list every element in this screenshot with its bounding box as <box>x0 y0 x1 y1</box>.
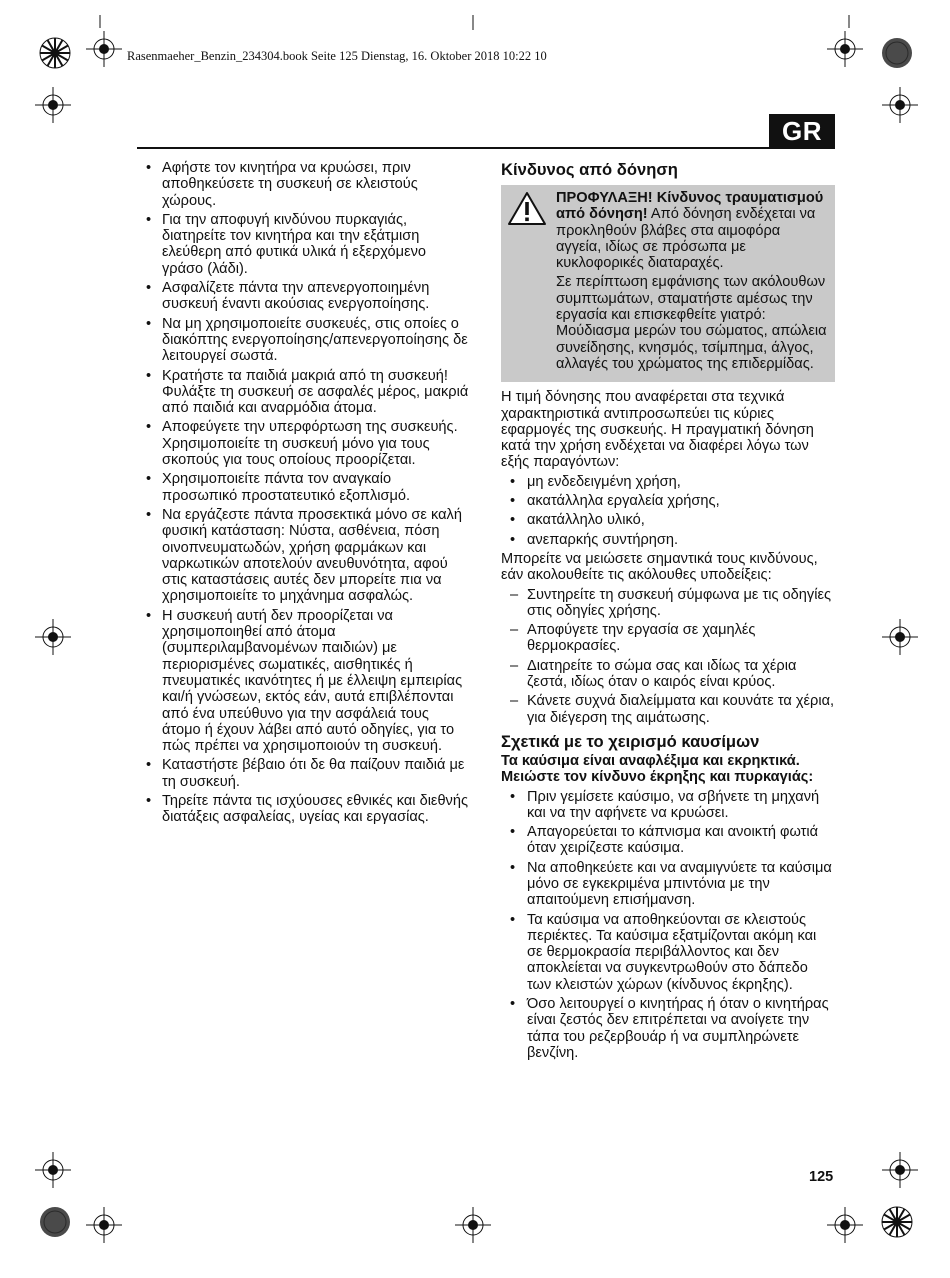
page-number: 125 <box>809 1169 834 1185</box>
list-item: – Κάνετε συχνά διαλείμματα και κουνάτε τα χέρια, για διέγερση της αιμάτωσης. <box>501 693 835 726</box>
list-item: • Τηρείτε πάντα τις ισχύουσες εθνικές και διεθνής διατάξεις ασφαλείας, υγείας και εργασίας. <box>145 793 470 826</box>
list-item: – Συντηρείτε τη συσκευή σύμφωνα με τις οδηγίες στις οδηγίες χρήσης. <box>501 587 835 620</box>
fuel-intro: Τα καύσιμα είναι αναφλέξιμα και εκρηκτικά. Μειώστε τον κίνδυνο έκρηξης και πυρκαγιάς: <box>501 752 814 786</box>
warning-triangle-icon <box>506 190 548 228</box>
list-item: • μη ενδεδειγμένη χρήση, <box>501 474 835 490</box>
list-item: • Κρατήστε τα παιδιά μακριά από τη συσκευή! Φυλάξτε τη συσκευή σε ασφαλές μέρος, μακριά από παιδιά και αναρμόδια άτομα. <box>145 368 470 417</box>
list-item: • Καταστήστε βέβαιο ότι δε θα παίζουν παιδιά με τη συσκευή. <box>145 757 470 790</box>
list-item: • Για την αποφυγή κινδύνου πυρκαγιάς, διατηρείτε τον κινητήρα και την εξάτμιση ελεύθερη από φυτικά υλικά ή εξερχόμενο γράσο (λάδι). <box>145 212 470 277</box>
list-item: – Διατηρείτε το σώμα σας και ιδίως τα χέρια ζεστά, ιδίως όταν ο καιρός είναι κρύος. <box>501 658 835 691</box>
fuel-list <box>501 789 835 1062</box>
list-item: • Όσο λειτουργεί ο κινητήρας ή όταν ο κινητήρας είναι ζεστός δεν επιτρέπεται να ανοίγετε την τάπα του ρεζερβουάρ ή να συμπληρώνετε βενζίνη. <box>501 996 835 1061</box>
risk-paragraph: Μπορείτε να μειώσετε σημαντικά τους κινδύνους, εάν ακολουθείτε τις ακόλουθες υποδείξεις: <box>501 550 818 584</box>
list-item: • Να μη χρησιμοποιείτε συσκευές, στις οποίες ο διακόπτης ενεργοποίησης/απενεργοποίησης δε λειτουργεί σωστά. <box>145 316 470 365</box>
right-column <box>501 160 835 1064</box>
list-item: • Η συσκευή αυτή δεν προορίζεται να χρησιμοποιηθεί από άτομα (συμπεριλαμβανομένων παιδιών) με περιορισμένες σωματικές, αισθητικές ή πνευματικές ικανότητες ή με έλλειψη εμπειρίας και/ή γνώσεων, εκτός εάν, αυτά επιβλέπονται από ένα υπεύθυνο για την ασφάλειά τους άτομο ή έχουν λάβει από αυτό οδηγίες, για το πώς πρέπει να χρησιμοποιούν τη συσκευή. <box>145 608 470 755</box>
list-item: • ακατάλληλα εργαλεία χρήσης, <box>501 493 835 509</box>
list-item: • Αφήστε τον κινητήρα να κρυώσει, πριν αποθηκεύσετε τη συσκευή σε κλειστούς χώρους. <box>145 160 470 209</box>
list-item: – Αποφύγετε την εργασία σε χαμηλές θερμοκρασίες. <box>501 622 835 655</box>
header-rule <box>137 147 835 149</box>
list-item: • Πριν γεμίσετε καύσιμο, να σβήνετε τη μηχανή και να την αφήνετε να κρυώσει. <box>501 789 835 822</box>
warning-paragraph <box>556 190 829 271</box>
list-item: • Αποφεύγετε την υπερφόρτωση της συσκευής. Χρησιμοποιείτε τη συσκευή μόνο για τους σκοπούς για τους οποίους προορίζεται. <box>145 419 470 468</box>
warning-symptoms: Σε περίπτωση εμφάνισης των ακόλουθων συμπτωμάτων, σταματήστε αμέσως την εργασία και επισκεφθείτε γιατρό: Μούδιασμα μερών του σώματος, απώλεια συνείδησης, κνησμός, τσίμπημα, άλγος, αλλαγές του χρώματος της επιδερμίδας. <box>556 274 827 372</box>
list-item: • ακατάλληλο υλικό, <box>501 512 835 528</box>
vibration-paragraph: Η τιμή δόνησης που αναφέρεται στα τεχνικά χαρακτηριστικά αντιπροσωπεύει τις κύριες εφαρμογές της συσκευής. Η πραγματική δόνηση κατά την χρήση ενδέχεται να διαφέρει λόγω των εξής παραγόντων: <box>501 389 814 471</box>
tips-list <box>501 587 835 726</box>
list-item: • Ασφαλίζετε πάντα την απενεργοποιημένη συσκευή έναντι ακούσιας ενεργοποίησης. <box>145 280 470 313</box>
list-item: • Απαγορεύεται το κάπνισμα και ανοικτή φωτιά όταν χειρίζεστε καύσιμα. <box>501 824 835 857</box>
book-header-line: Rasenmaeher_Benzin_234304.book Seite 125 Dienstag, 16. Oktober 2018 10:22 10 <box>127 49 547 63</box>
language-tab: GR <box>769 114 835 149</box>
fuel-heading: Σχετικά με το χειρισμό καυσίμων <box>501 731 760 751</box>
list-item: • Να αποθηκεύετε και να αναμιγνύετε τα καύσιμα μόνο σε εγκεκριμένα μπιντόνια με την απαιτούμενη επισήμανση. <box>501 860 835 909</box>
warning-box <box>501 185 835 382</box>
left-column <box>145 160 470 829</box>
vibration-heading: Κίνδυνος από δόνηση <box>501 160 678 179</box>
safety-list <box>145 160 470 826</box>
warning-text: Από δόνηση ενδέχεται να προκληθούν βλάβες στα αιμοφόρα αγγεία, ιδίως σε πρόσωπα με κυκλοφορικές διαταραχές. <box>556 206 816 272</box>
factor-list <box>501 474 835 548</box>
warning-title: ΠΡΟΦΥΛΑΞΗ! Κίνδυνος τραυματισμού από δόνηση! <box>556 190 824 223</box>
list-item: • Τα καύσιμα να αποθηκεύονται σε κλειστούς περιέκτες. Τα καύσιμα εξατμίζονται ακόμη και σε θερμοκρασία περιβάλλοντος και δεν αποκλείεται να συγκεντρωθούν στο δάπεδο των κλειστών χώρων (κίνδυνος έκρηξης). <box>501 912 835 993</box>
list-item: • Χρησιμοποιείτε πάντα τον αναγκαίο προσωπικό προστατευτικό εξοπλισμό. <box>145 471 470 504</box>
list-item: • Να εργάζεστε πάντα προσεκτικά μόνο σε καλή φυσική κατάσταση: Νύστα, ασθένεια, πόση οινοπνευματωδών, χρήση φαρμάκων και ναρκωτικών αποτελούν ανευθυνότητα, αφού στις καταστάσεις αυτές δεν μπορείτε πια να χρησιμοποιείτε το μηχάνημα ασφαλώς. <box>145 507 470 605</box>
list-item: • ανεπαρκής συντήρηση. <box>501 532 835 548</box>
